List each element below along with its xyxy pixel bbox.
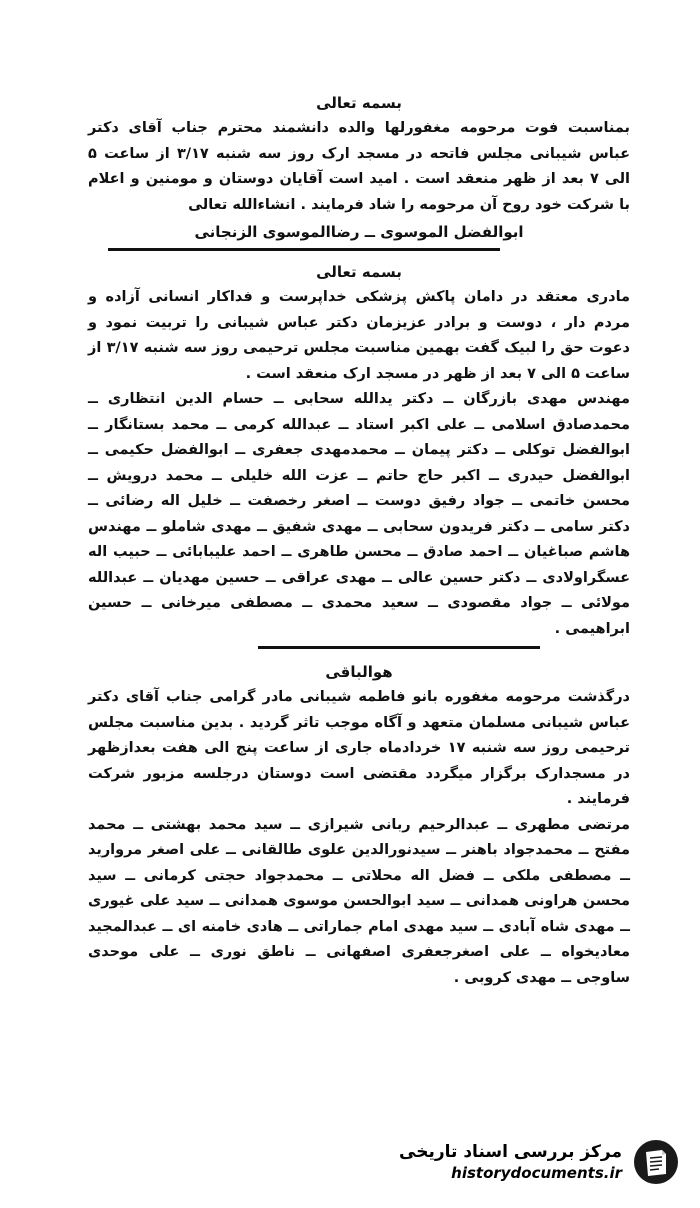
notice-2-heading: بسمه تعالی: [316, 263, 402, 281]
notice-2: [88, 261, 630, 649]
notice-3-heading: هوالباقی: [325, 663, 393, 681]
document-logo-icon: [632, 1138, 680, 1186]
notice-1-body: بمناسبت فوت مرحومه مغفورلها والده دانشمند محترم جناب آقای دکتر عباس شیبانی مجلس فاتحه در مسجد ارک روز سه شنبه ۳/۱۷ از ساعت ۵ الی ۷ بعد از ظهر منعقد است . امید است آقایان دوستان و مومنین و اعلام با شرکت خود روح آن مرحومه را شاد فرمایند . انشاءالله تعالی: [88, 120, 630, 213]
watermark-url: historydocuments.ir: [451, 1164, 622, 1182]
notice-1: [88, 92, 630, 251]
notice-3-names: مرتضی مطهری ــ عبدالرحیم ربانی شیرازی ــ سید محمد بهشتی ــ محمد مفتح ــ محمدجواد باهنر ــ سیدنورالدین علوی طالقانی ــ علی اصغر مروارید ــ مصطفی ملکی ــ فضل اله محلاتی ــ محمدجواد حجتی کرمانی ــ سید محسن هراونی همدانی ــ سید ابوالحسن موسوی همدانی ــ سید علی غیوری ــ مهدی شاه آبادی ــ سید مهدی امام جماراتی ــ هادی خامنه ای ــ عبدالمجید معادیخواه ــ علی اصغرجعفری اصفهانی ــ ناطق نوری ــ علی موحدی ساوجی ــ مهدی کروبی .: [88, 816, 630, 986]
watermark-title: مرکز بررسی اسناد تاریخی: [399, 1142, 622, 1162]
notice-2-names: مهندس مهدی بازرگان ــ دکتر یدالله سحابی ــ حسام الدین انتظاری ــ محمدصادق اسلامی ــ علی اکبر استاد ــ عبدالله کرمی ــ محمد بستانگار ــ ابوالفضل توکلی ــ دکتر پیمان ــ محمدمهدی جعفری ــ ابوالفضل حکیمی ــ ابوالفضل حیدری ــ اکبر حاج حاتم ــ عزت الله خلیلی ــ محمد درویش ــ محسن خاتمی ــ جواد رفیق دوست ــ اصغر رخصفت ــ خلیل اله رضائی ــ دکتر سامی ــ دکتر فریدون سحابی ــ مهدی شفیق ــ مهدی شاملو ــ مهندس هاشم صباغیان ــ احمد صادق ــ محسن طاهری ــ احمد علیبابائی ــ حبیب اله عسگراولادی ــ دکتر حسین عالی ــ مهدی عراقی ــ حسین مهدیان ــ عبدالله مولائی ــ جواد مقصودی ــ سعید محمدی ــ مصطفی میرخانی ــ حسین ابراهیمی .: [88, 391, 630, 637]
divider: [108, 248, 500, 251]
notice-3-body: درگذشت مرحومه مغفوره بانو فاطمه شیبانی مادر گرامی جناب آقای دکتر عباس شیبانی مسلمان متعهد و آگاه موجب تاثر گردید . بدین مناسبت مجلس ترحیمی روز سه شنبه ۱۷ خردادماه جاری از ساعت پنج الی هفت بعدازظهر در مسجدارک برگزار میگردد مقتضی است دوستان درجلسه مزبور شرکت فرمایند .: [88, 689, 630, 807]
newspaper-clipping: [88, 92, 630, 995]
divider: [258, 646, 540, 649]
notice-1-signatures: ابوالفضل الموسوی ــ رضاالموسوی الزنجانی: [194, 223, 524, 241]
notice-1-heading: بسمه تعالی: [316, 94, 402, 112]
notice-3: [88, 661, 630, 991]
watermark: [399, 1138, 680, 1186]
notice-2-body: مادری معتقد در دامان پاکش پزشکی خداپرست و فداکار انسانی آزاده و مردم دار ، دوست و برادر عزیزمان دکتر عباس شیبانی را تربیت نمود و دعوت حق را لبیک گفت بهمین مناسبت مجلس ترحیمی روز سه شنبه ۳/۱۷ از ساعت ۵ الی ۷ بعد از ظهر در مسجد ارک منعقد است .: [88, 289, 630, 382]
